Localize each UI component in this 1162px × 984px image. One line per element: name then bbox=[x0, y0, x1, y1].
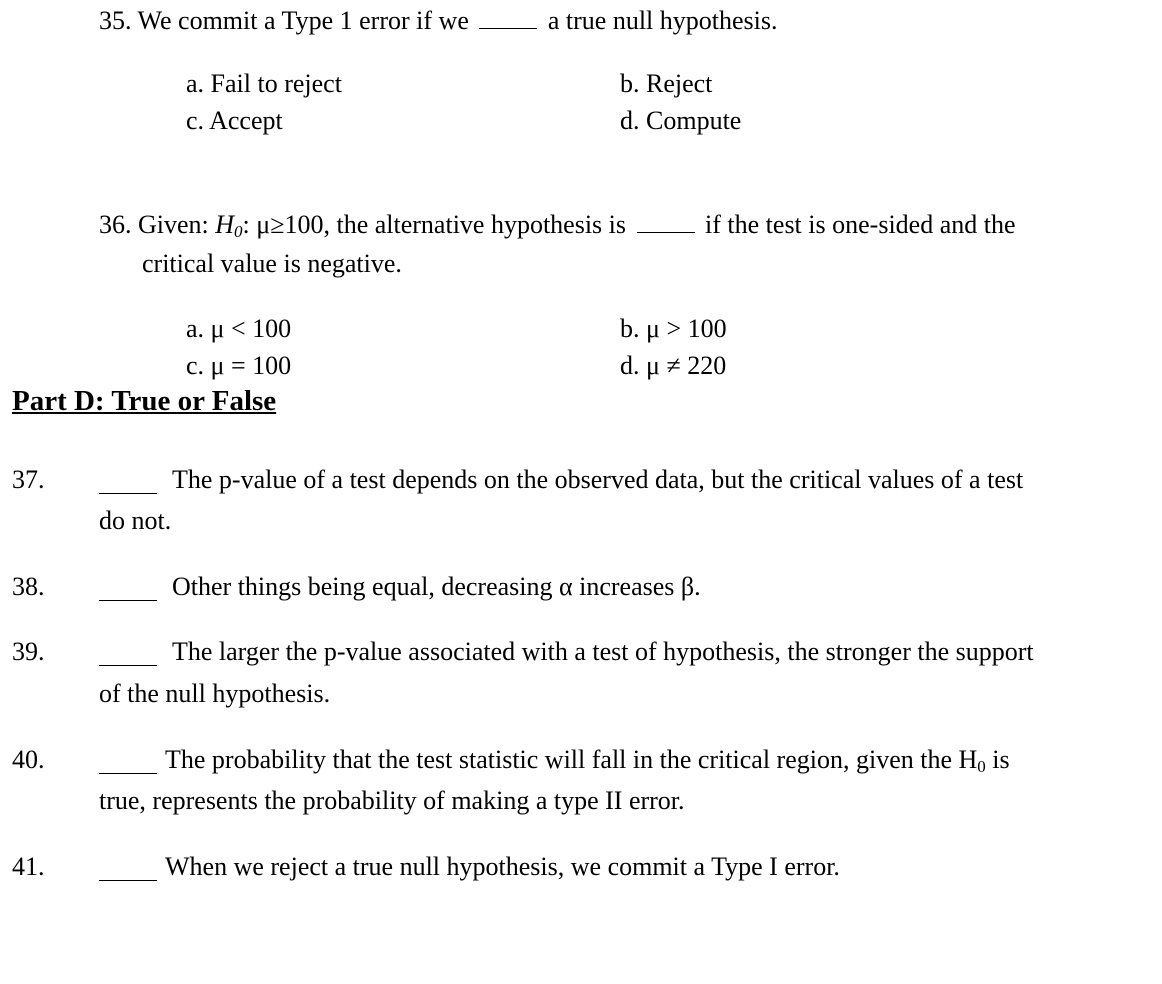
q36-stem-post: if the test is one-sided and the bbox=[705, 210, 1016, 239]
tf-40-statement-line2: true, represents the probability of making a type II error. bbox=[99, 786, 685, 815]
q36-stem-mid: : μ≥100, the alternative hypothesis is bbox=[242, 210, 627, 239]
tf-39-statement-line2: of the null hypothesis. bbox=[99, 679, 331, 708]
q36-h-sub: 0 bbox=[234, 222, 243, 241]
tf-37-statement-line2: do not. bbox=[99, 506, 172, 535]
q35-stem-post: a true null hypothesis. bbox=[547, 6, 778, 35]
q36-h-letter: H bbox=[215, 210, 235, 239]
q35-option-c: c. Accept bbox=[186, 106, 283, 135]
tf-40-line1-post: is bbox=[985, 745, 1010, 774]
tf-40-statement-line1 bbox=[165, 747, 1010, 775]
tf-38-number: 38. bbox=[12, 572, 45, 601]
q36-stem bbox=[99, 210, 1016, 240]
tf-38-statement-line1: Other things being equal, decreasing α increases β. bbox=[172, 572, 701, 601]
tf-40-number: 40. bbox=[12, 745, 45, 774]
tf-41-statement-line1: When we reject a true null hypothesis, we commit a Type I error. bbox=[165, 852, 840, 881]
q35-stem-pre: 35. We commit a Type 1 error if we bbox=[99, 6, 469, 35]
part-d-heading: Part D: True or False bbox=[12, 385, 277, 417]
q36-option-c: c. μ = 100 bbox=[186, 351, 292, 380]
tf-37-statement-line1: The p-value of a test depends on the observed data, but the critical values of a test bbox=[172, 465, 1024, 494]
tf-40-line1-pre: The probability that the test statistic will fall in the critical region, given the H bbox=[165, 745, 978, 774]
tf-39-number: 39. bbox=[12, 637, 45, 666]
q35-option-a: a. Fail to reject bbox=[186, 69, 342, 98]
q36-option-a: a. μ < 100 bbox=[186, 314, 292, 343]
tf-37-blank bbox=[99, 493, 157, 494]
tf-37-number: 37. bbox=[12, 465, 45, 494]
q36-stem-line2: critical value is negative. bbox=[142, 249, 402, 278]
tf-40-blank bbox=[99, 773, 157, 774]
q36-stem-pre: 36. Given: bbox=[99, 210, 216, 239]
q36-option-b: b. μ > 100 bbox=[620, 314, 727, 343]
tf-38-blank bbox=[99, 600, 157, 601]
tf-40-line1-sub: 0 bbox=[977, 757, 986, 776]
tf-39-blank bbox=[99, 665, 157, 666]
q35-stem bbox=[99, 6, 778, 34]
q35-option-b: b. Reject bbox=[620, 69, 713, 98]
tf-39-statement-line1: The larger the p-value associated with a test of hypothesis, the stronger the support bbox=[172, 637, 1034, 666]
q36-option-d: d. μ ≠ 220 bbox=[620, 351, 727, 380]
q35-option-d: d. Compute bbox=[620, 106, 742, 135]
q36-blank bbox=[637, 210, 695, 233]
q35-blank bbox=[479, 6, 537, 29]
tf-41-blank bbox=[99, 880, 157, 881]
tf-41-number: 41. bbox=[12, 852, 45, 881]
